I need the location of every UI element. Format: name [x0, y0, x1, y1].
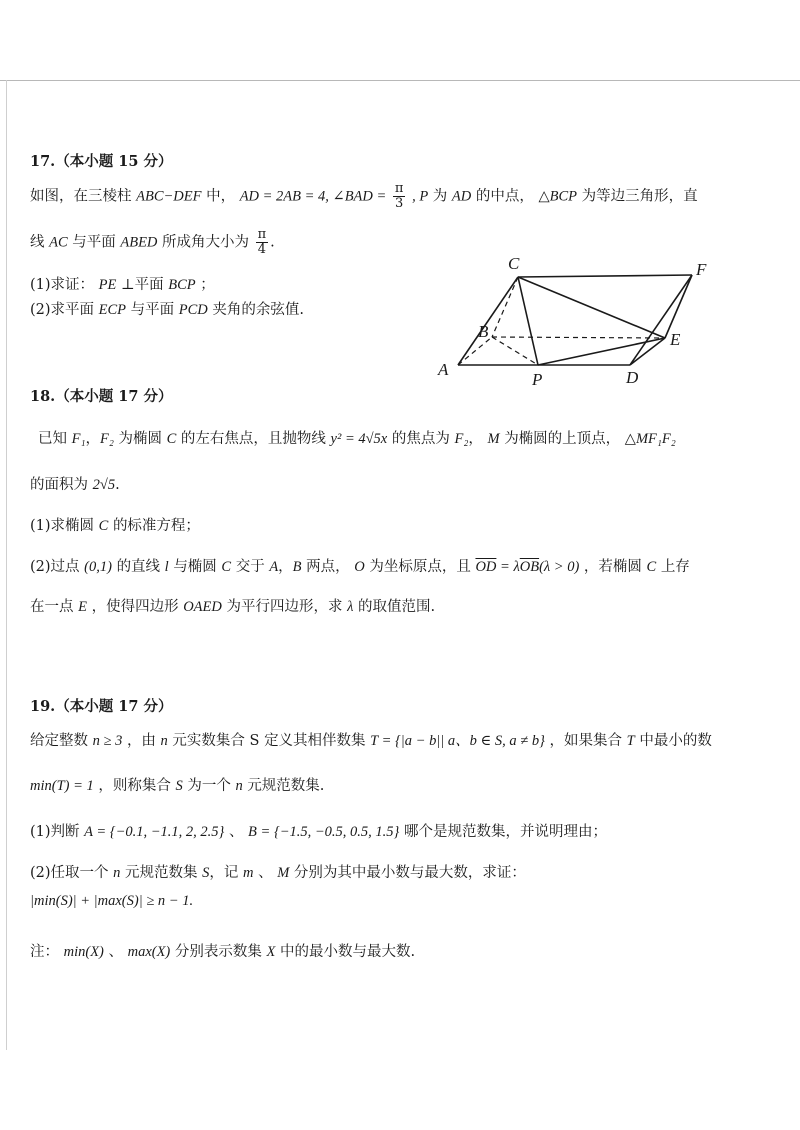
problem-17-q2 [30, 298, 304, 319]
text: 中的最小数与最大数. [279, 944, 416, 960]
math-oaed: OAED [183, 599, 222, 615]
math-n: n [113, 865, 121, 881]
math-b: B [292, 559, 302, 575]
text: 定义其相伴数集 [264, 733, 366, 749]
text: (1)求证： [30, 277, 95, 293]
math-ad: AD [451, 188, 472, 205]
math-c: C [646, 559, 657, 575]
text: 分别为其中最小数与最大数，求证： [293, 865, 526, 881]
problem-19-line-1 [30, 729, 712, 750]
text: 的取值范围. [357, 599, 436, 615]
math-c: C [98, 518, 109, 534]
frac-num: π [257, 227, 267, 242]
text: . [115, 477, 120, 493]
text: 如图，在三棱柱 [30, 188, 132, 205]
problem-19-line-2 [30, 774, 324, 795]
text: 在一点 [30, 599, 74, 615]
math-f1: F₁ [71, 431, 86, 447]
math-pcd: PCD [178, 302, 208, 318]
text: 交于 [235, 559, 265, 575]
vector-ob: $\overline{OB}$ [519, 559, 540, 575]
math-s: S [202, 865, 210, 881]
text: 为椭圆 [118, 431, 163, 447]
math-area: 2√5 [92, 477, 116, 493]
problem-19-header: 19.（本小题 17 分） [30, 698, 173, 715]
text: (2)过点 [30, 559, 80, 575]
text: 与平面 [130, 302, 175, 318]
math-t: T [626, 733, 635, 749]
scan-top-margin [0, 0, 800, 82]
math-set-t: T = {|a − b|| a、b ∈ S, a ≠ b} [370, 733, 545, 749]
text: 线 [30, 234, 45, 251]
frac-den: 3 [395, 196, 404, 211]
fraction-pi-3 [393, 182, 406, 211]
math-ac: AC [49, 234, 68, 251]
text: (2)求平面 [30, 302, 95, 318]
math-inequality: |min(S)| + |max(S)| ≥ n − 1. [30, 893, 194, 909]
text: 上存 [660, 559, 690, 575]
math-c: C [166, 431, 177, 447]
edge-FD [630, 275, 692, 365]
text: 分别表示数集 [174, 944, 262, 960]
text: 为 [432, 188, 448, 205]
math-lambda: λ [347, 599, 354, 615]
problem-19-note [30, 940, 415, 961]
prism-figure [430, 255, 730, 390]
edge-CF [518, 275, 692, 277]
math-lambda-cond: (λ > 0) [539, 559, 580, 575]
problem-18-q2-line-1 [30, 555, 690, 576]
math-x: X [266, 944, 276, 960]
text: 的中点， [475, 188, 534, 205]
text: ⊥平面 [120, 277, 164, 293]
text: 所成角大小为 [162, 234, 250, 251]
math-n-ge-3: n ≥ 3 [92, 733, 123, 749]
label-D: D [626, 368, 639, 387]
text: 元规范数集. [247, 778, 325, 794]
text: ，记 [209, 865, 239, 881]
math-bcp: BCP [168, 277, 196, 293]
text: 中， [206, 188, 236, 205]
text: ，由 [126, 733, 156, 749]
problem-18-line-1 [38, 427, 676, 448]
text: 注： [30, 944, 59, 960]
math-m: M [487, 431, 500, 447]
page-left-edge [6, 80, 7, 1050]
text: 为等边三角形，直 [581, 188, 698, 205]
problem-17-line-2 [30, 228, 275, 257]
text-s: S [249, 733, 260, 749]
text: (1)判断 [30, 824, 80, 840]
label-C: C [508, 255, 520, 273]
text: . [270, 234, 275, 251]
label-P: P [532, 370, 543, 389]
fraction-pi-4 [256, 228, 269, 257]
text: 为椭圆的上顶点， [504, 431, 621, 447]
math-big-m: M [277, 865, 290, 881]
text: 夹角的余弦值. [212, 302, 304, 318]
problem-18-header: 18.（本小题 17 分） [30, 388, 173, 405]
text: 已知 [38, 431, 67, 447]
math-o: O [354, 559, 365, 575]
math-p: , P [412, 188, 429, 205]
text: 的标准方程； [112, 518, 200, 534]
text: 、 [258, 865, 273, 881]
text: 的焦点为 [391, 431, 450, 447]
edge-CE [518, 277, 665, 338]
label-E: E [670, 330, 681, 349]
edge-PE [538, 338, 665, 365]
math-min-t: min(T) = 1 [30, 778, 94, 794]
text: 的左右焦点，且抛物线 [180, 431, 326, 447]
text: 为一个 [187, 778, 231, 794]
text: 、 [108, 944, 123, 960]
page-edge-line [0, 80, 800, 81]
math-min-x: min(X) [63, 944, 104, 960]
math-triangle: △MF₁F₂ [624, 431, 676, 447]
problem-19-q2-line-2 [30, 893, 193, 910]
text: 给定整数 [30, 733, 88, 749]
problem-18-q2-line-2 [30, 595, 435, 616]
text: 为平行四边形，求 [226, 599, 343, 615]
edge-BP [492, 337, 538, 365]
text: 与椭圆 [173, 559, 217, 575]
text: 、 [228, 824, 244, 840]
math-n: n [235, 778, 243, 794]
text: 的直线 [116, 559, 161, 575]
math-cond: AD = 2AB = 4, ∠BAD = [239, 188, 387, 205]
math-set-b: B = {−1.5, −0.5, 0.5, 1.5} [248, 824, 400, 840]
edge-AC [458, 277, 518, 365]
text: 元规范数集 [125, 865, 198, 881]
math-abed: ABED [120, 234, 158, 251]
math-n: n [160, 733, 168, 749]
frac-num: π [394, 181, 404, 196]
math-prism: ABC−DEF [136, 188, 202, 205]
problem-19-q2-line-1 [30, 861, 526, 882]
problem-17-q1 [30, 273, 215, 294]
edge-CP [518, 277, 538, 365]
text: 为坐标原点，且 [369, 559, 471, 575]
vector-od: $\overline{OD}$ [475, 559, 497, 575]
text: ， [278, 559, 293, 575]
edge-CB [492, 277, 518, 337]
problem-17-header: 17.（本小题 15 分） [30, 153, 173, 170]
edge-FE [665, 275, 692, 338]
math-e: E [78, 599, 87, 615]
text: 元实数集合 [172, 733, 245, 749]
text: ； [200, 277, 215, 293]
math-max-x: max(X) [127, 944, 171, 960]
text: 哪个是规范数集，并说明理由； [403, 824, 607, 840]
math-tri: △BCP [538, 188, 577, 205]
math-a: A [269, 559, 279, 575]
math-ecp: ECP [98, 302, 127, 318]
text: ， [468, 431, 483, 447]
problem-18-q1 [30, 514, 200, 535]
math-pe: PE [98, 277, 117, 293]
problem-19-q1 [30, 820, 607, 841]
text: ，则称集合 [98, 778, 171, 794]
label-A: A [438, 360, 449, 379]
math-c: C [221, 559, 232, 575]
math-m: m [242, 865, 254, 881]
text: (2)任取一个 [30, 865, 109, 881]
math-s: S [175, 778, 183, 794]
math-parabola: y² = 4√5x [330, 431, 388, 447]
edge-BE [492, 337, 665, 338]
problem-18-line-2 [30, 473, 120, 494]
math-eq: = λ [496, 559, 520, 575]
text: ，使得四边形 [91, 599, 179, 615]
text: ，若椭圆 [583, 559, 642, 575]
math-f2: F₂ [454, 431, 469, 447]
text: 两点， [306, 559, 350, 575]
math-l: l [164, 559, 169, 575]
math-set-a: A = {−0.1, −1.1, 2, 2.5} [84, 824, 225, 840]
text: ，如果集合 [549, 733, 623, 749]
label-F: F [696, 260, 707, 279]
math-f2: F₂ [100, 431, 114, 447]
problem-17-line-1 [30, 182, 698, 211]
text: 与平面 [72, 234, 116, 251]
math-point: (0,1) [84, 559, 112, 575]
text: 的面积为 [30, 477, 88, 493]
text: (1)求椭圆 [30, 518, 95, 534]
text: ， [85, 431, 101, 447]
label-B: B [478, 322, 489, 341]
frac-den: 4 [257, 242, 267, 257]
text: 中最小的数 [639, 733, 712, 749]
